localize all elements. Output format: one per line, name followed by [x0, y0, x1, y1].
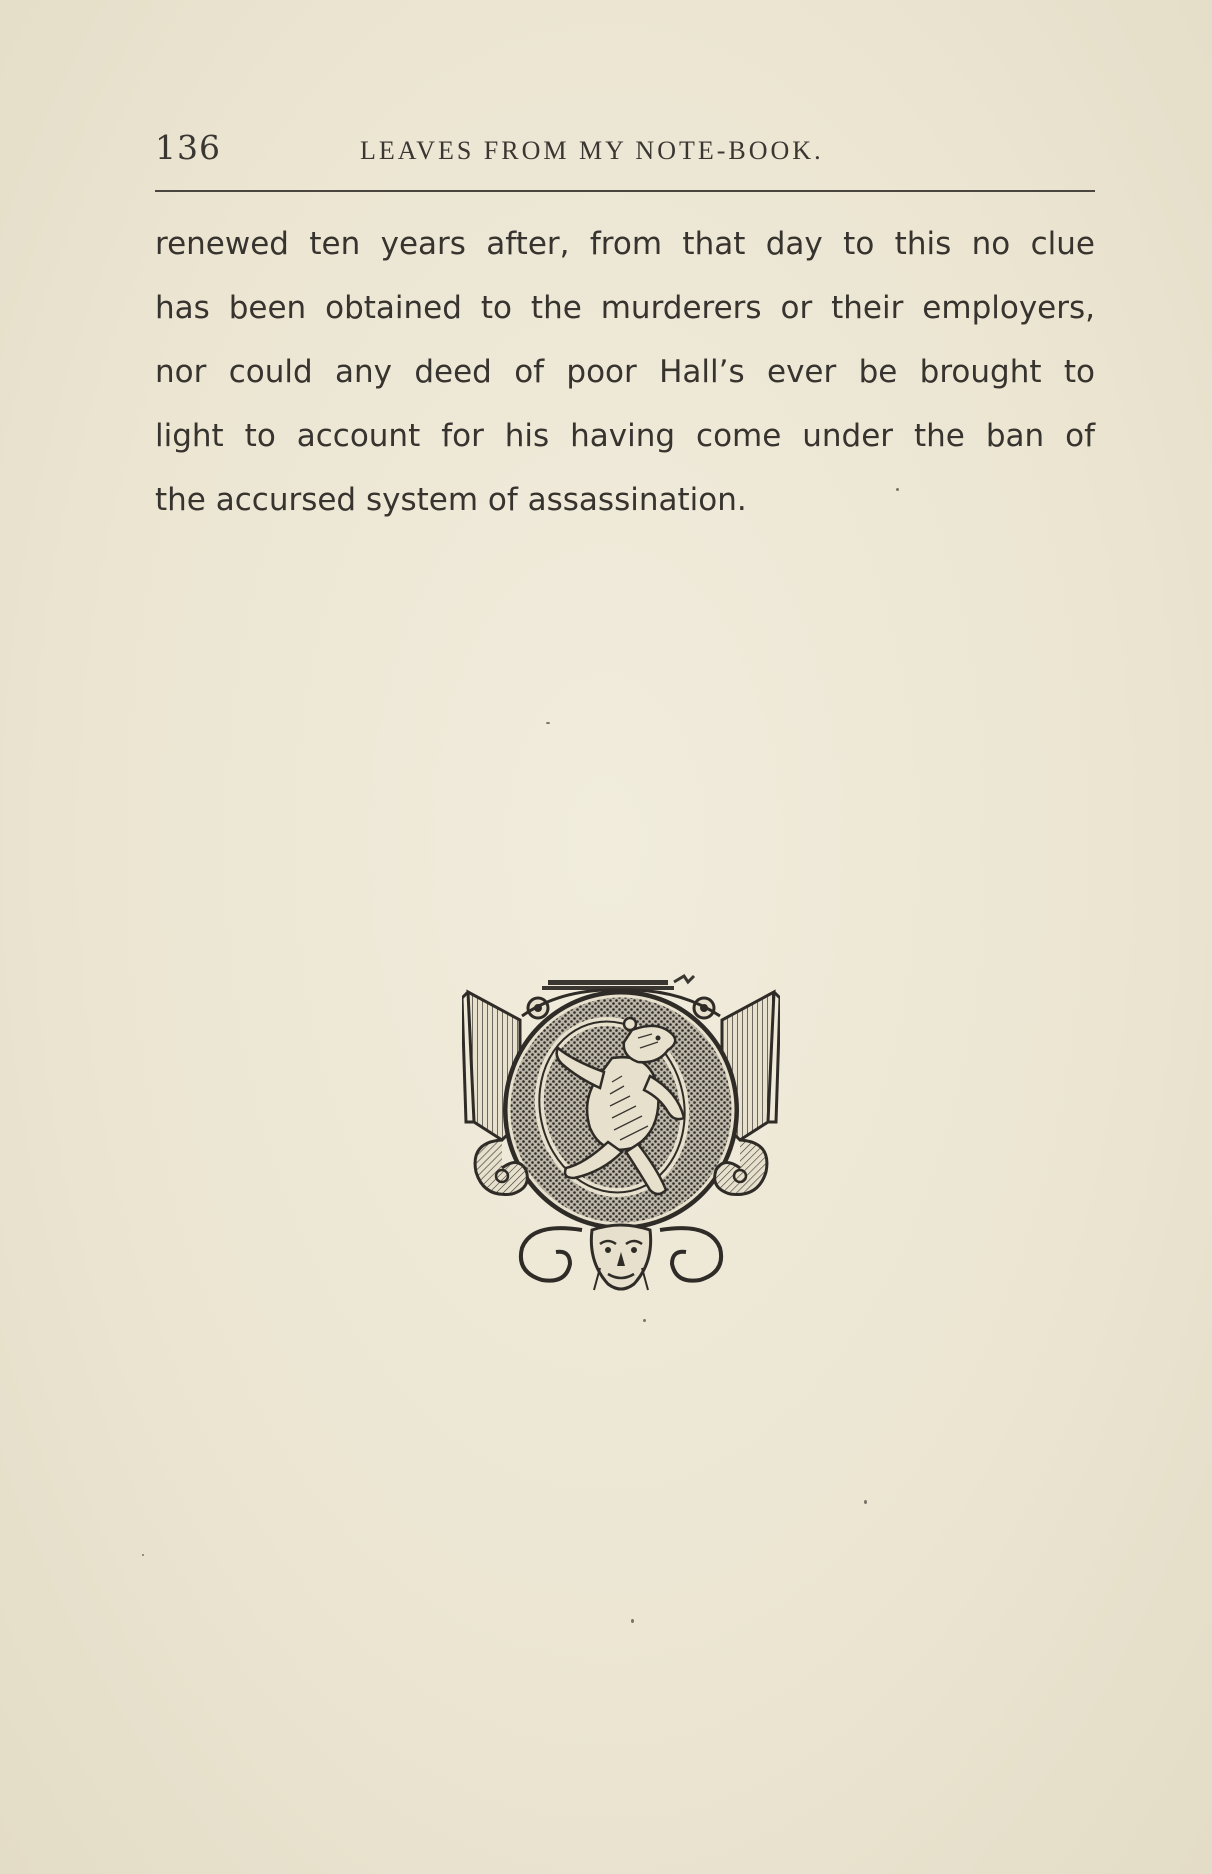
- paper-speck: [546, 722, 550, 724]
- body-paragraph: [155, 212, 1095, 532]
- header-rule: [155, 190, 1095, 192]
- text-line: light to account for his having come under the ban of: [155, 418, 1095, 454]
- text-line: renewed ten years after, from that day to this no clue: [155, 226, 1095, 262]
- paper-speck: [864, 1500, 867, 1504]
- page-number: 136: [155, 128, 221, 167]
- text-line: the accursed system of assassination.: [155, 482, 747, 518]
- text-line: has been obtained to the murderers or their employers,: [155, 290, 1095, 326]
- text-line: nor could any deed of poor Hall’s ever be brought to: [155, 354, 1095, 390]
- paper-speck: [896, 488, 899, 491]
- page-header: [155, 128, 1095, 168]
- bear-cartouche-icon: [462, 972, 780, 1302]
- paper-speck: [142, 1554, 144, 1556]
- running-head: LEAVES FROM MY NOTE-BOOK.: [360, 136, 824, 165]
- paper-speck: [631, 1619, 634, 1623]
- paper-speck: [643, 1319, 646, 1322]
